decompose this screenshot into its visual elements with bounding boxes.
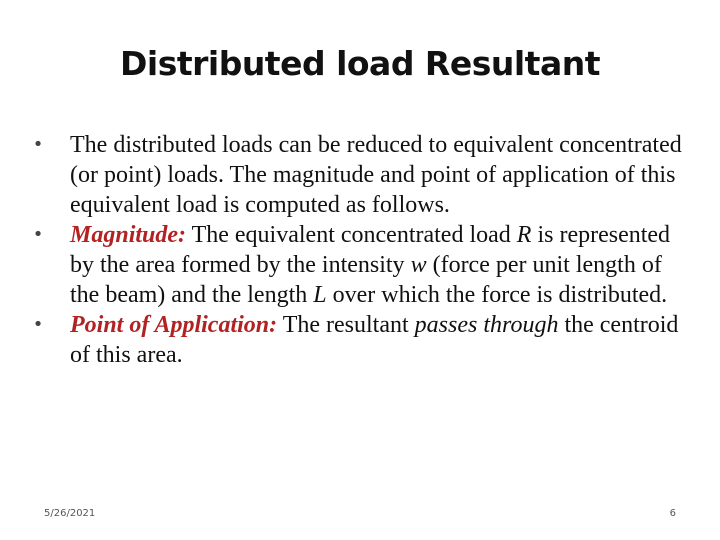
bullet-2-text-1: The equivalent concentrated load [186,222,517,248]
bullet-1-text: The distributed loads can be reduced to equivalent concentrated (or point) loads. The magnitude and point of application of this equivalent load is computed as follows. [70,132,682,218]
bullet-item-2 [28,220,688,310]
bullet-2-text-2: is represented by the area formed by the intensity [70,222,671,278]
slide-title: Distributed load Resultant [119,44,600,83]
bullet-list [28,130,688,370]
bullet-item-3 [28,310,688,370]
variable-w: w [410,252,427,278]
bullet-3-text-1: The resultant [277,312,415,338]
bullet-2-text-4: over which the force is distributed. [326,282,668,308]
bullet-2-text-3: (force per unit length of the beam) and the length [70,252,662,308]
variable-r: R [516,222,532,248]
page-number: 6 [669,508,676,519]
variable-l: L [313,282,327,308]
term-point-of-application: Point of Application: [70,312,278,338]
bullet-icon: • [32,134,44,155]
footer-date: 5/26/2021 [44,508,96,519]
bullet-icon: • [32,314,44,335]
term-magnitude: Magnitude: [70,222,187,248]
bullet-icon: • [32,224,44,245]
bullet-3-text-2: the centroid of this area. [70,312,679,368]
emphasis-passes-through: passes through [414,312,559,338]
bullet-item-1 [28,130,688,220]
